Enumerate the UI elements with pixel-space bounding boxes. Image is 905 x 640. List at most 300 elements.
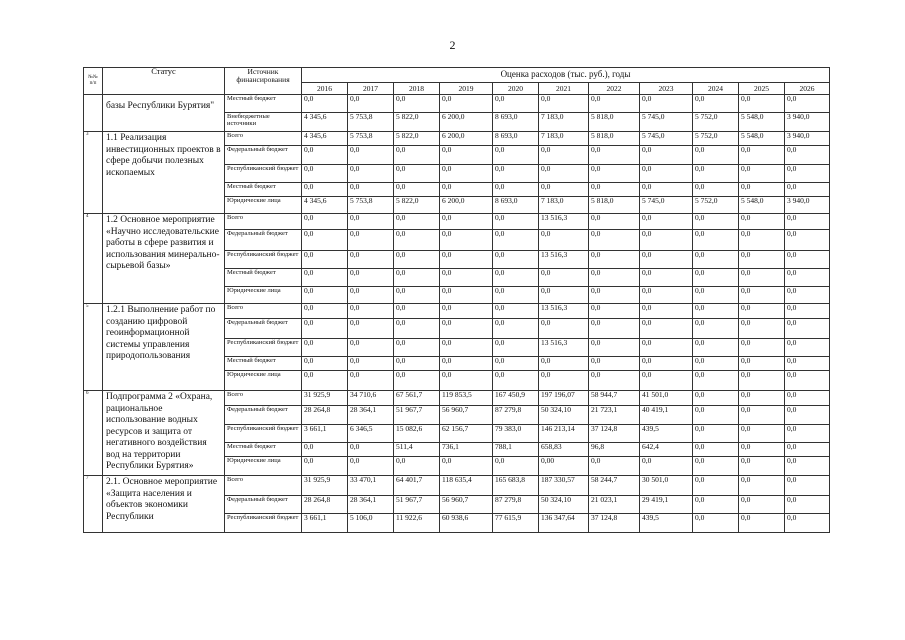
value-cell: 5 548,0 xyxy=(739,197,785,214)
value-cell: 77 615,9 xyxy=(493,514,539,533)
value-cell: 0,0 xyxy=(693,391,739,406)
table-row xyxy=(84,95,830,113)
funding-source: Юридические лица xyxy=(225,457,302,476)
value-cell: 0,0 xyxy=(785,496,830,514)
value-cell: 0,0 xyxy=(739,230,785,251)
value-cell: 0,0 xyxy=(640,357,693,371)
value-cell: 197 196,07 xyxy=(539,391,589,406)
value-cell: 0,0 xyxy=(493,146,539,165)
value-cell: 28 264,8 xyxy=(302,406,348,425)
value-cell: 0,0 xyxy=(493,319,539,339)
value-cell: 7 183,0 xyxy=(539,197,589,214)
value-cell: 0,0 xyxy=(539,287,589,304)
value-cell: 96,8 xyxy=(589,443,640,457)
value-cell: 0,0 xyxy=(493,95,539,113)
value-cell: 0,0 xyxy=(785,230,830,251)
value-cell: 0,0 xyxy=(440,165,493,183)
value-cell: 3 661,1 xyxy=(302,425,348,443)
value-cell: 0,0 xyxy=(693,476,739,496)
value-cell: 0,0 xyxy=(493,357,539,371)
value-cell: 21 723,1 xyxy=(589,406,640,425)
value-cell: 0,0 xyxy=(739,391,785,406)
value-cell: 7 183,0 xyxy=(539,132,589,146)
header-year: 2023 xyxy=(640,83,693,95)
value-cell: 0,0 xyxy=(739,357,785,371)
value-cell: 0,0 xyxy=(785,406,830,425)
value-cell: 0,0 xyxy=(394,287,440,304)
value-cell: 0,0 xyxy=(693,406,739,425)
value-cell: 0,0 xyxy=(739,251,785,269)
value-cell: 0,0 xyxy=(739,165,785,183)
value-cell: 118 635,4 xyxy=(440,476,493,496)
funding-source: Местный бюджет xyxy=(225,357,302,371)
value-cell: 5 752,0 xyxy=(693,132,739,146)
value-cell: 0,0 xyxy=(493,251,539,269)
header-year: 2021 xyxy=(539,83,589,95)
value-cell: 0,0 xyxy=(394,165,440,183)
value-cell: 0,0 xyxy=(348,371,394,391)
value-cell: 0,0 xyxy=(539,269,589,287)
value-cell: 5 752,0 xyxy=(693,113,739,132)
value-cell: 0,0 xyxy=(302,457,348,476)
value-cell: 0,0 xyxy=(693,214,739,230)
value-cell: 0,0 xyxy=(394,269,440,287)
value-cell: 0,0 xyxy=(394,183,440,197)
funding-source: Юридические лица xyxy=(225,371,302,391)
value-cell: 0,0 xyxy=(589,95,640,113)
value-cell: 0,0 xyxy=(440,371,493,391)
value-cell: 165 683,8 xyxy=(493,476,539,496)
value-cell: 0,0 xyxy=(589,165,640,183)
value-cell: 0,0 xyxy=(348,214,394,230)
value-cell: 0,0 xyxy=(539,146,589,165)
value-cell: 0,0 xyxy=(785,287,830,304)
value-cell: 0,0 xyxy=(693,230,739,251)
value-cell: 0,0 xyxy=(348,457,394,476)
value-cell: 0,0 xyxy=(302,251,348,269)
value-cell: 0,0 xyxy=(302,214,348,230)
value-cell: 87 279,8 xyxy=(493,496,539,514)
value-cell: 87 279,8 xyxy=(493,406,539,425)
value-cell: 0,0 xyxy=(785,476,830,496)
value-cell: 3 940,0 xyxy=(785,197,830,214)
value-cell: 4 345,6 xyxy=(302,113,348,132)
value-cell: 0,0 xyxy=(440,357,493,371)
value-cell: 439,5 xyxy=(640,425,693,443)
value-cell: 0,0 xyxy=(739,371,785,391)
value-cell: 5 745,0 xyxy=(640,197,693,214)
funding-source: Юридические лица xyxy=(225,197,302,214)
value-cell: 0,0 xyxy=(739,287,785,304)
value-cell: 0,0 xyxy=(440,146,493,165)
value-cell: 0,0 xyxy=(493,230,539,251)
value-cell: 0,0 xyxy=(394,357,440,371)
header-year: 2024 xyxy=(693,83,739,95)
value-cell: 31 925,9 xyxy=(302,476,348,496)
value-cell: 0,0 xyxy=(640,287,693,304)
value-cell: 0,0 xyxy=(539,230,589,251)
value-cell: 0,0 xyxy=(640,146,693,165)
status-cell: 1.1 Реализация инвестиционных проектов в сфере добычи полезных ископаемых xyxy=(103,132,225,214)
funding-source: Республиканский бюджет xyxy=(225,165,302,183)
value-cell: 0,0 xyxy=(640,214,693,230)
value-cell: 0,0 xyxy=(693,371,739,391)
value-cell: 58 244,7 xyxy=(589,476,640,496)
value-cell: 0,0 xyxy=(302,287,348,304)
value-cell: 8 693,0 xyxy=(493,132,539,146)
value-cell: 31 925,9 xyxy=(302,391,348,406)
value-cell: 0,0 xyxy=(394,146,440,165)
value-cell: 0,0 xyxy=(785,304,830,319)
value-cell: 0,0 xyxy=(539,319,589,339)
value-cell: 6 200,0 xyxy=(440,113,493,132)
value-cell: 0,0 xyxy=(348,443,394,457)
value-cell: 28 264,8 xyxy=(302,496,348,514)
value-cell: 0,0 xyxy=(589,287,640,304)
value-cell: 0,0 xyxy=(693,165,739,183)
value-cell: 0,0 xyxy=(785,425,830,443)
value-cell: 167 450,9 xyxy=(493,391,539,406)
value-cell: 0,0 xyxy=(539,357,589,371)
value-cell: 0,0 xyxy=(440,304,493,319)
value-cell: 51 967,7 xyxy=(394,406,440,425)
header-estimate: Оценка расходов (тыс. руб.), годы xyxy=(302,68,830,83)
value-cell: 736,1 xyxy=(440,443,493,457)
value-cell: 0,0 xyxy=(440,214,493,230)
value-cell: 11 922,6 xyxy=(394,514,440,533)
funding-source: Федеральный бюджет xyxy=(225,146,302,165)
value-cell: 62 156,7 xyxy=(440,425,493,443)
value-cell: 0,0 xyxy=(348,146,394,165)
value-cell: 5 822,0 xyxy=(394,197,440,214)
value-cell: 5 548,0 xyxy=(739,113,785,132)
value-cell: 642,4 xyxy=(640,443,693,457)
value-cell: 0,0 xyxy=(785,146,830,165)
value-cell: 0,0 xyxy=(302,146,348,165)
value-cell: 67 561,7 xyxy=(394,391,440,406)
value-cell: 0,0 xyxy=(640,95,693,113)
value-cell: 0,0 xyxy=(302,165,348,183)
value-cell: 37 124,8 xyxy=(589,425,640,443)
header-source: Источник финансирования xyxy=(225,68,302,95)
value-cell: 0,0 xyxy=(785,514,830,533)
value-cell: 0,0 xyxy=(785,183,830,197)
status-cell: базы Республики Бурятия" xyxy=(103,95,225,132)
funding-source: Всего xyxy=(225,304,302,319)
value-cell: 0,0 xyxy=(440,319,493,339)
value-cell: 5 818,0 xyxy=(589,197,640,214)
value-cell: 0,0 xyxy=(302,183,348,197)
value-cell: 0,0 xyxy=(589,269,640,287)
table-row xyxy=(84,214,830,230)
value-cell: 187 330,57 xyxy=(539,476,589,496)
value-cell: 0,0 xyxy=(589,371,640,391)
value-cell: 0,0 xyxy=(348,183,394,197)
value-cell: 0,0 xyxy=(348,230,394,251)
value-cell: 0,0 xyxy=(739,339,785,357)
value-cell: 0,0 xyxy=(348,95,394,113)
value-cell: 7 183,0 xyxy=(539,113,589,132)
value-cell: 5 753,8 xyxy=(348,113,394,132)
value-cell: 0,0 xyxy=(640,457,693,476)
value-cell: 0,0 xyxy=(693,443,739,457)
value-cell: 28 364,1 xyxy=(348,406,394,425)
value-cell: 64 401,7 xyxy=(394,476,440,496)
status-cell: 2.1. Основное мероприятие «Защита населения и объектов экономики Республики xyxy=(103,476,225,533)
value-cell: 0,0 xyxy=(785,251,830,269)
value-cell: 0,0 xyxy=(348,339,394,357)
value-cell: 0,0 xyxy=(394,95,440,113)
value-cell: 40 419,1 xyxy=(640,406,693,425)
value-cell: 0,0 xyxy=(348,287,394,304)
value-cell: 0,0 xyxy=(440,95,493,113)
value-cell: 0,0 xyxy=(785,443,830,457)
value-cell: 0,0 xyxy=(785,95,830,113)
funding-source: Республиканский бюджет xyxy=(225,339,302,357)
value-cell: 0,0 xyxy=(640,319,693,339)
value-cell: 0,0 xyxy=(785,371,830,391)
value-cell: 0,0 xyxy=(739,496,785,514)
funding-source: Всего xyxy=(225,391,302,406)
row-number: 4 xyxy=(84,214,103,304)
value-cell: 0,0 xyxy=(348,251,394,269)
value-cell: 5 818,0 xyxy=(589,113,640,132)
row-number: 6 xyxy=(84,391,103,476)
value-cell: 0,0 xyxy=(589,183,640,197)
status-cell: 1.2 Основное мероприятие «Научно исследовательские работы в сфере развития и использования минерально-сырьевой базы» xyxy=(103,214,225,304)
value-cell: 0,0 xyxy=(348,319,394,339)
value-cell: 0,0 xyxy=(739,183,785,197)
funding-source: Федеральный бюджет xyxy=(225,406,302,425)
funding-source: Местный бюджет xyxy=(225,95,302,113)
funding-source: Всего xyxy=(225,214,302,230)
value-cell: 0,0 xyxy=(589,146,640,165)
funding-source: Всего xyxy=(225,476,302,496)
value-cell: 0,0 xyxy=(302,339,348,357)
value-cell: 5 548,0 xyxy=(739,132,785,146)
funding-source: Республиканский бюджет xyxy=(225,425,302,443)
value-cell: 0,0 xyxy=(693,457,739,476)
value-cell: 5 745,0 xyxy=(640,113,693,132)
value-cell: 8 693,0 xyxy=(493,113,539,132)
table-row xyxy=(84,132,830,146)
value-cell: 0,0 xyxy=(302,95,348,113)
value-cell: 0,0 xyxy=(693,496,739,514)
value-cell: 0,0 xyxy=(440,183,493,197)
value-cell: 0,0 xyxy=(693,251,739,269)
header-num: №№ п/п xyxy=(84,68,103,95)
value-cell: 0,0 xyxy=(589,357,640,371)
value-cell: 0,0 xyxy=(693,95,739,113)
value-cell: 21 023,1 xyxy=(589,496,640,514)
value-cell: 0,0 xyxy=(440,230,493,251)
funding-source: Местный бюджет xyxy=(225,183,302,197)
value-cell: 0,0 xyxy=(589,319,640,339)
value-cell: 0,0 xyxy=(493,269,539,287)
value-cell: 0,0 xyxy=(440,251,493,269)
value-cell: 0,0 xyxy=(785,457,830,476)
value-cell: 0,0 xyxy=(640,183,693,197)
value-cell: 0,0 xyxy=(493,214,539,230)
value-cell: 0,0 xyxy=(693,146,739,165)
value-cell: 0,0 xyxy=(348,269,394,287)
value-cell: 788,1 xyxy=(493,443,539,457)
value-cell: 0,0 xyxy=(394,371,440,391)
value-cell: 0,0 xyxy=(302,357,348,371)
value-cell: 56 960,7 xyxy=(440,496,493,514)
value-cell: 0,0 xyxy=(493,183,539,197)
header-year: 2019 xyxy=(440,83,493,95)
value-cell: 13 516,3 xyxy=(539,251,589,269)
value-cell: 0,0 xyxy=(785,214,830,230)
header-status: Статус xyxy=(103,68,225,95)
value-cell: 0,0 xyxy=(693,183,739,197)
value-cell: 0,0 xyxy=(394,339,440,357)
value-cell: 5 753,8 xyxy=(348,197,394,214)
value-cell: 3 940,0 xyxy=(785,113,830,132)
value-cell: 0,0 xyxy=(493,287,539,304)
value-cell: 0,0 xyxy=(539,183,589,197)
value-cell: 8 693,0 xyxy=(493,197,539,214)
value-cell: 6 200,0 xyxy=(440,132,493,146)
page-number: 2 xyxy=(449,38,456,52)
value-cell: 0,0 xyxy=(493,457,539,476)
value-cell: 146 213,14 xyxy=(539,425,589,443)
row-number xyxy=(84,95,103,132)
value-cell: 0,0 xyxy=(348,304,394,319)
value-cell: 0,0 xyxy=(693,514,739,533)
value-cell: 0,0 xyxy=(539,165,589,183)
value-cell: 0,0 xyxy=(394,304,440,319)
value-cell: 0,0 xyxy=(739,269,785,287)
value-cell: 0,0 xyxy=(693,269,739,287)
status-cell: Подпрограмма 2 «Охрана, рациональное использование водных ресурсов и защита от негативного воздействия вод на территории Республики Бурятия» xyxy=(103,391,225,476)
value-cell: 30 501,0 xyxy=(640,476,693,496)
value-cell: 0,0 xyxy=(739,514,785,533)
header-year: 2018 xyxy=(394,83,440,95)
value-cell: 0,0 xyxy=(640,304,693,319)
expenditure-table xyxy=(83,67,830,533)
value-cell: 0,00 xyxy=(539,457,589,476)
value-cell: 0,0 xyxy=(589,457,640,476)
value-cell: 5 753,8 xyxy=(348,132,394,146)
value-cell: 0,0 xyxy=(589,230,640,251)
value-cell: 0,0 xyxy=(589,304,640,319)
table-row xyxy=(84,476,830,496)
value-cell: 0,0 xyxy=(739,146,785,165)
value-cell: 0,0 xyxy=(640,269,693,287)
value-cell: 3 940,0 xyxy=(785,132,830,146)
value-cell: 5 822,0 xyxy=(394,113,440,132)
value-cell: 50 324,10 xyxy=(539,406,589,425)
value-cell: 5 818,0 xyxy=(589,132,640,146)
value-cell: 0,0 xyxy=(302,371,348,391)
value-cell: 0,0 xyxy=(739,425,785,443)
value-cell: 0,0 xyxy=(785,165,830,183)
funding-source: Федеральный бюджет xyxy=(225,496,302,514)
value-cell: 0,0 xyxy=(693,339,739,357)
value-cell: 15 082,6 xyxy=(394,425,440,443)
value-cell: 0,0 xyxy=(302,319,348,339)
value-cell: 0,0 xyxy=(348,165,394,183)
value-cell: 28 364,1 xyxy=(348,496,394,514)
header-year: 2025 xyxy=(739,83,785,95)
funding-source: Местный бюджет xyxy=(225,269,302,287)
header-year: 2020 xyxy=(493,83,539,95)
value-cell: 0,0 xyxy=(739,443,785,457)
row-number: 5 xyxy=(84,304,103,391)
value-cell: 51 967,7 xyxy=(394,496,440,514)
value-cell: 5 752,0 xyxy=(693,197,739,214)
value-cell: 0,0 xyxy=(440,339,493,357)
value-cell: 439,5 xyxy=(640,514,693,533)
value-cell: 0,0 xyxy=(302,443,348,457)
value-cell: 0,0 xyxy=(785,269,830,287)
value-cell: 0,0 xyxy=(440,269,493,287)
funding-source: Федеральный бюджет xyxy=(225,230,302,251)
value-cell: 29 419,1 xyxy=(640,496,693,514)
value-cell: 136 347,64 xyxy=(539,514,589,533)
value-cell: 5 822,0 xyxy=(394,132,440,146)
value-cell: 13 516,3 xyxy=(539,304,589,319)
value-cell: 56 960,7 xyxy=(440,406,493,425)
value-cell: 3 661,1 xyxy=(302,514,348,533)
header-year: 2016 xyxy=(302,83,348,95)
value-cell: 0,0 xyxy=(693,304,739,319)
value-cell: 0,0 xyxy=(394,214,440,230)
header-year: 2026 xyxy=(785,83,830,95)
value-cell: 0,0 xyxy=(739,406,785,425)
value-cell: 0,0 xyxy=(493,339,539,357)
value-cell: 0,0 xyxy=(785,339,830,357)
value-cell: 5 106,0 xyxy=(348,514,394,533)
value-cell: 6 200,0 xyxy=(440,197,493,214)
funding-source: Республиканский бюджет xyxy=(225,514,302,533)
value-cell: 0,0 xyxy=(493,371,539,391)
value-cell: 13 516,3 xyxy=(539,339,589,357)
value-cell: 0,0 xyxy=(693,319,739,339)
value-cell: 0,0 xyxy=(589,214,640,230)
value-cell: 5 745,0 xyxy=(640,132,693,146)
value-cell: 0,0 xyxy=(640,251,693,269)
funding-source: Местный бюджет xyxy=(225,443,302,457)
value-cell: 0,0 xyxy=(589,251,640,269)
value-cell: 41 501,0 xyxy=(640,391,693,406)
value-cell: 0,0 xyxy=(539,371,589,391)
value-cell: 0,0 xyxy=(302,269,348,287)
value-cell: 4 345,6 xyxy=(302,132,348,146)
value-cell: 0,0 xyxy=(640,339,693,357)
value-cell: 0,0 xyxy=(640,230,693,251)
value-cell: 0,0 xyxy=(785,391,830,406)
value-cell: 50 324,10 xyxy=(539,496,589,514)
value-cell: 119 853,5 xyxy=(440,391,493,406)
value-cell: 0,0 xyxy=(394,457,440,476)
value-cell: 0,0 xyxy=(739,457,785,476)
value-cell: 0,0 xyxy=(739,95,785,113)
value-cell: 0,0 xyxy=(394,230,440,251)
value-cell: 0,0 xyxy=(640,165,693,183)
value-cell: 0,0 xyxy=(693,287,739,304)
funding-source: Всего xyxy=(225,132,302,146)
value-cell: 6 346,5 xyxy=(348,425,394,443)
value-cell: 0,0 xyxy=(348,357,394,371)
value-cell: 0,0 xyxy=(539,95,589,113)
value-cell: 58 944,7 xyxy=(589,391,640,406)
value-cell: 0,0 xyxy=(640,371,693,391)
funding-source: Внебюджетные источники xyxy=(225,113,302,132)
value-cell: 0,0 xyxy=(785,319,830,339)
